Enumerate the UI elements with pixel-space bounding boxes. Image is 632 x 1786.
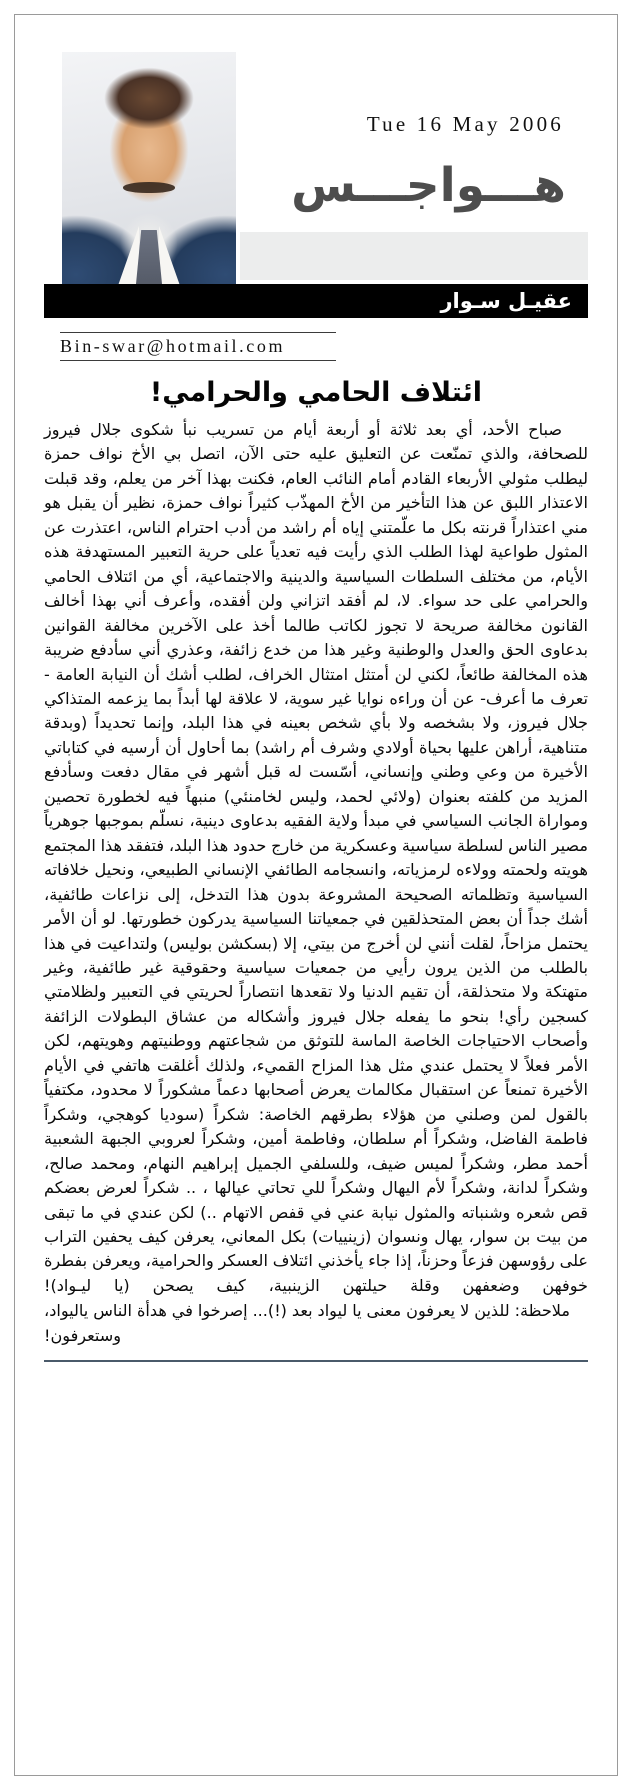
column-inner [22, 18, 610, 1372]
author-email[interactable]: Bin-swar@hotmail.com [60, 336, 286, 356]
article-headline: ائتلاف الحامي والحرامي! [149, 377, 483, 408]
masthead-title: هـــواجـــس [291, 158, 566, 213]
moustache [123, 182, 175, 193]
article-body [44, 418, 588, 1348]
article-paragraph: صباح الأحد، أي بعد ثلاثة أو أربعة أيام من تسريب نبأ شكوى جلال فيروز للصحافة، والذي تمنّعت عن التعليق عليه حتى الآن، اتصل بي الأخ نواف حمزة ليطلب مثولي الأربعاء القادم أمام النائب العام، فكنت بهذا آخر من يعلم، وقد قبلت الاعتذار اللبق عن هذا التأخير من الأخ المهذّب كثيراً نواف حمزة، نظير أن يقبل هو مني اعتذاراً قرنته بكل ما علّمتني إياه أم راشد من أدب احترام الناس، اعتذرت عن المثول طواعية لهذا الطلب الذي رأيت فيه تعدياً على حرية التعبير المستهدفة هذه الأيام، من مختلف السلطات السياسية والدينية والاجتماعية، أي من ائتلاف الحامي والحرامي على حد سواء. لا، لم أفقد اتزاني ولن أفقده، وأعرف أني بهذا أخالف القانون مخالفة صريحة لا تجوز لكاتب طالما أخذ على الآخرين مخالفة القوانين بدعاوى الحق والعدل والوطنية وغير هذا من خدع زائفة، وعذري أني سأدفع ضريبة هذه المخالفة طائعاً، لكني لن أمتثل امتثال الخراف، لطلب أشك أن النيابة العامة - تعرف ما أعرف- عن أن وراءه نوايا غير سوية، لا علاقة لها أبداً بما يزعمه المتذاكي جلال فيروز، ولا بشخصه ولا بأي شخص بعينه في هذا البلد، وإنما تحديداً (وبدقة متناهية، أراهن عليها بحياة أولادي وشرف أم راشد) بما أحاول أن أرسيه في كتاباتي الأخيرة من وعي وطني وإنساني، أسّست له قبل أشهر في مقال دفعت وسأدفع المزيد من كلفته بعنوان (ولائي لحمد، وليس لخامنئي) منبهاً فيه لخطورة تحصين ومواراة الجانب السياسي في مبدأ ولاية الفقيه بدعاوى دينية، نسلّم بموجبها جوهرياً مصير الناس لسلطة سياسية وعسكرية من خارج حدود هذا البلد، فتفقد هذا المجتمع هويته ولحمته وولاءه لرمزياته، وانسجامه الطائفي الإنساني الطبيعي، ونحيل خلافاته السياسية وتظلماته الصحيحة المشروعة بدون هذا التدخل، إلى نزاعات طائفية، أشك جداً أن بعض المتحذلقين في جمعياتنا السياسية يدركون خطورتها. لو أن الأمر يحتمل مزاحاً، لقلت أنني لن أخرج من بيتي، إلا (بسكشن بوليس) ولتداعيت في هذا بالطلب من الذين يرون رأيي من جمعيات سياسية وحقوقية غير طائفية، وغير متهتكة ولا متحذلقة، أن تقيم الدنيا ولا تقعدها انتصاراً لحريتي في التعبير ولظلامتي كسجين رأي! بنحو ما يفعله جلال فيروز وأشكاله من عشاق البطولات الزائفة وأصحاب الاحتياجات الخاصة الماسة للتوثق من شجاعتهم ووطنيتهم وهويتهم، لكن الأمر فعلاً لا يحتمل عندي مثل هذا المزاح القميء، ولذلك أغلقت هاتفي في الأيام الأخيرة تمنعاً عن استقبال مكالمات يعرض أصحابها دعماً مشكوراً لا محدود، مكتفياً بالقول لمن وصلني من هؤلاء بطرقهم الخاصة: شكراً (سوديا كوهجي، وشكراً فاطمة الفاضل، وشكراً أم سلطان، وفاطمة أمين، وشكراً لعروبي الجبهة الشعبية أحمد مطر، وشكراً لميس ضيف، وللسلفي الجميل إبراهيم النهام، ومحمد صالح، وشكراً لدانة، وشكراً لأم اليهال وشكراً للي تحاتي عيالها ، .. شكراً لعرض بعضكم قص شعره وشنباته والمثول نيابة عني في قفص الاتهام ..) لكن عندي في ما تبقى من بيت بن سوار، يهال ونسوان (زينييات) بكل المعاني، يعرفن كيف يحفين التراب على رؤوسهن فزعاً وحزناً، إذا جاء يأخذني ائتلاف العسكر والحرامية، ويعرفن بفطرة خوفهن وضعفهن وقلة حيلتهن الزينبية، كيف يصحن (يا ليـواد)! [44, 420, 588, 1295]
author-portrait [62, 52, 236, 284]
email-rule-bottom [60, 360, 336, 361]
masthead-gray-band [240, 232, 588, 280]
author-name-bar [44, 284, 588, 318]
article-note: ملاحظة: للذين لا يعرفون معنى يا ليواد بعد (!)... إصرخوا في هدأة الناس ياليواد، وستعرفون! [44, 1301, 570, 1345]
masthead [44, 34, 588, 284]
publication-date: Tue 16 May 2006 [366, 112, 564, 136]
author-name: عقيـل سـوار [440, 289, 572, 313]
bottom-rule [44, 1360, 588, 1362]
author-email-block [44, 332, 588, 361]
